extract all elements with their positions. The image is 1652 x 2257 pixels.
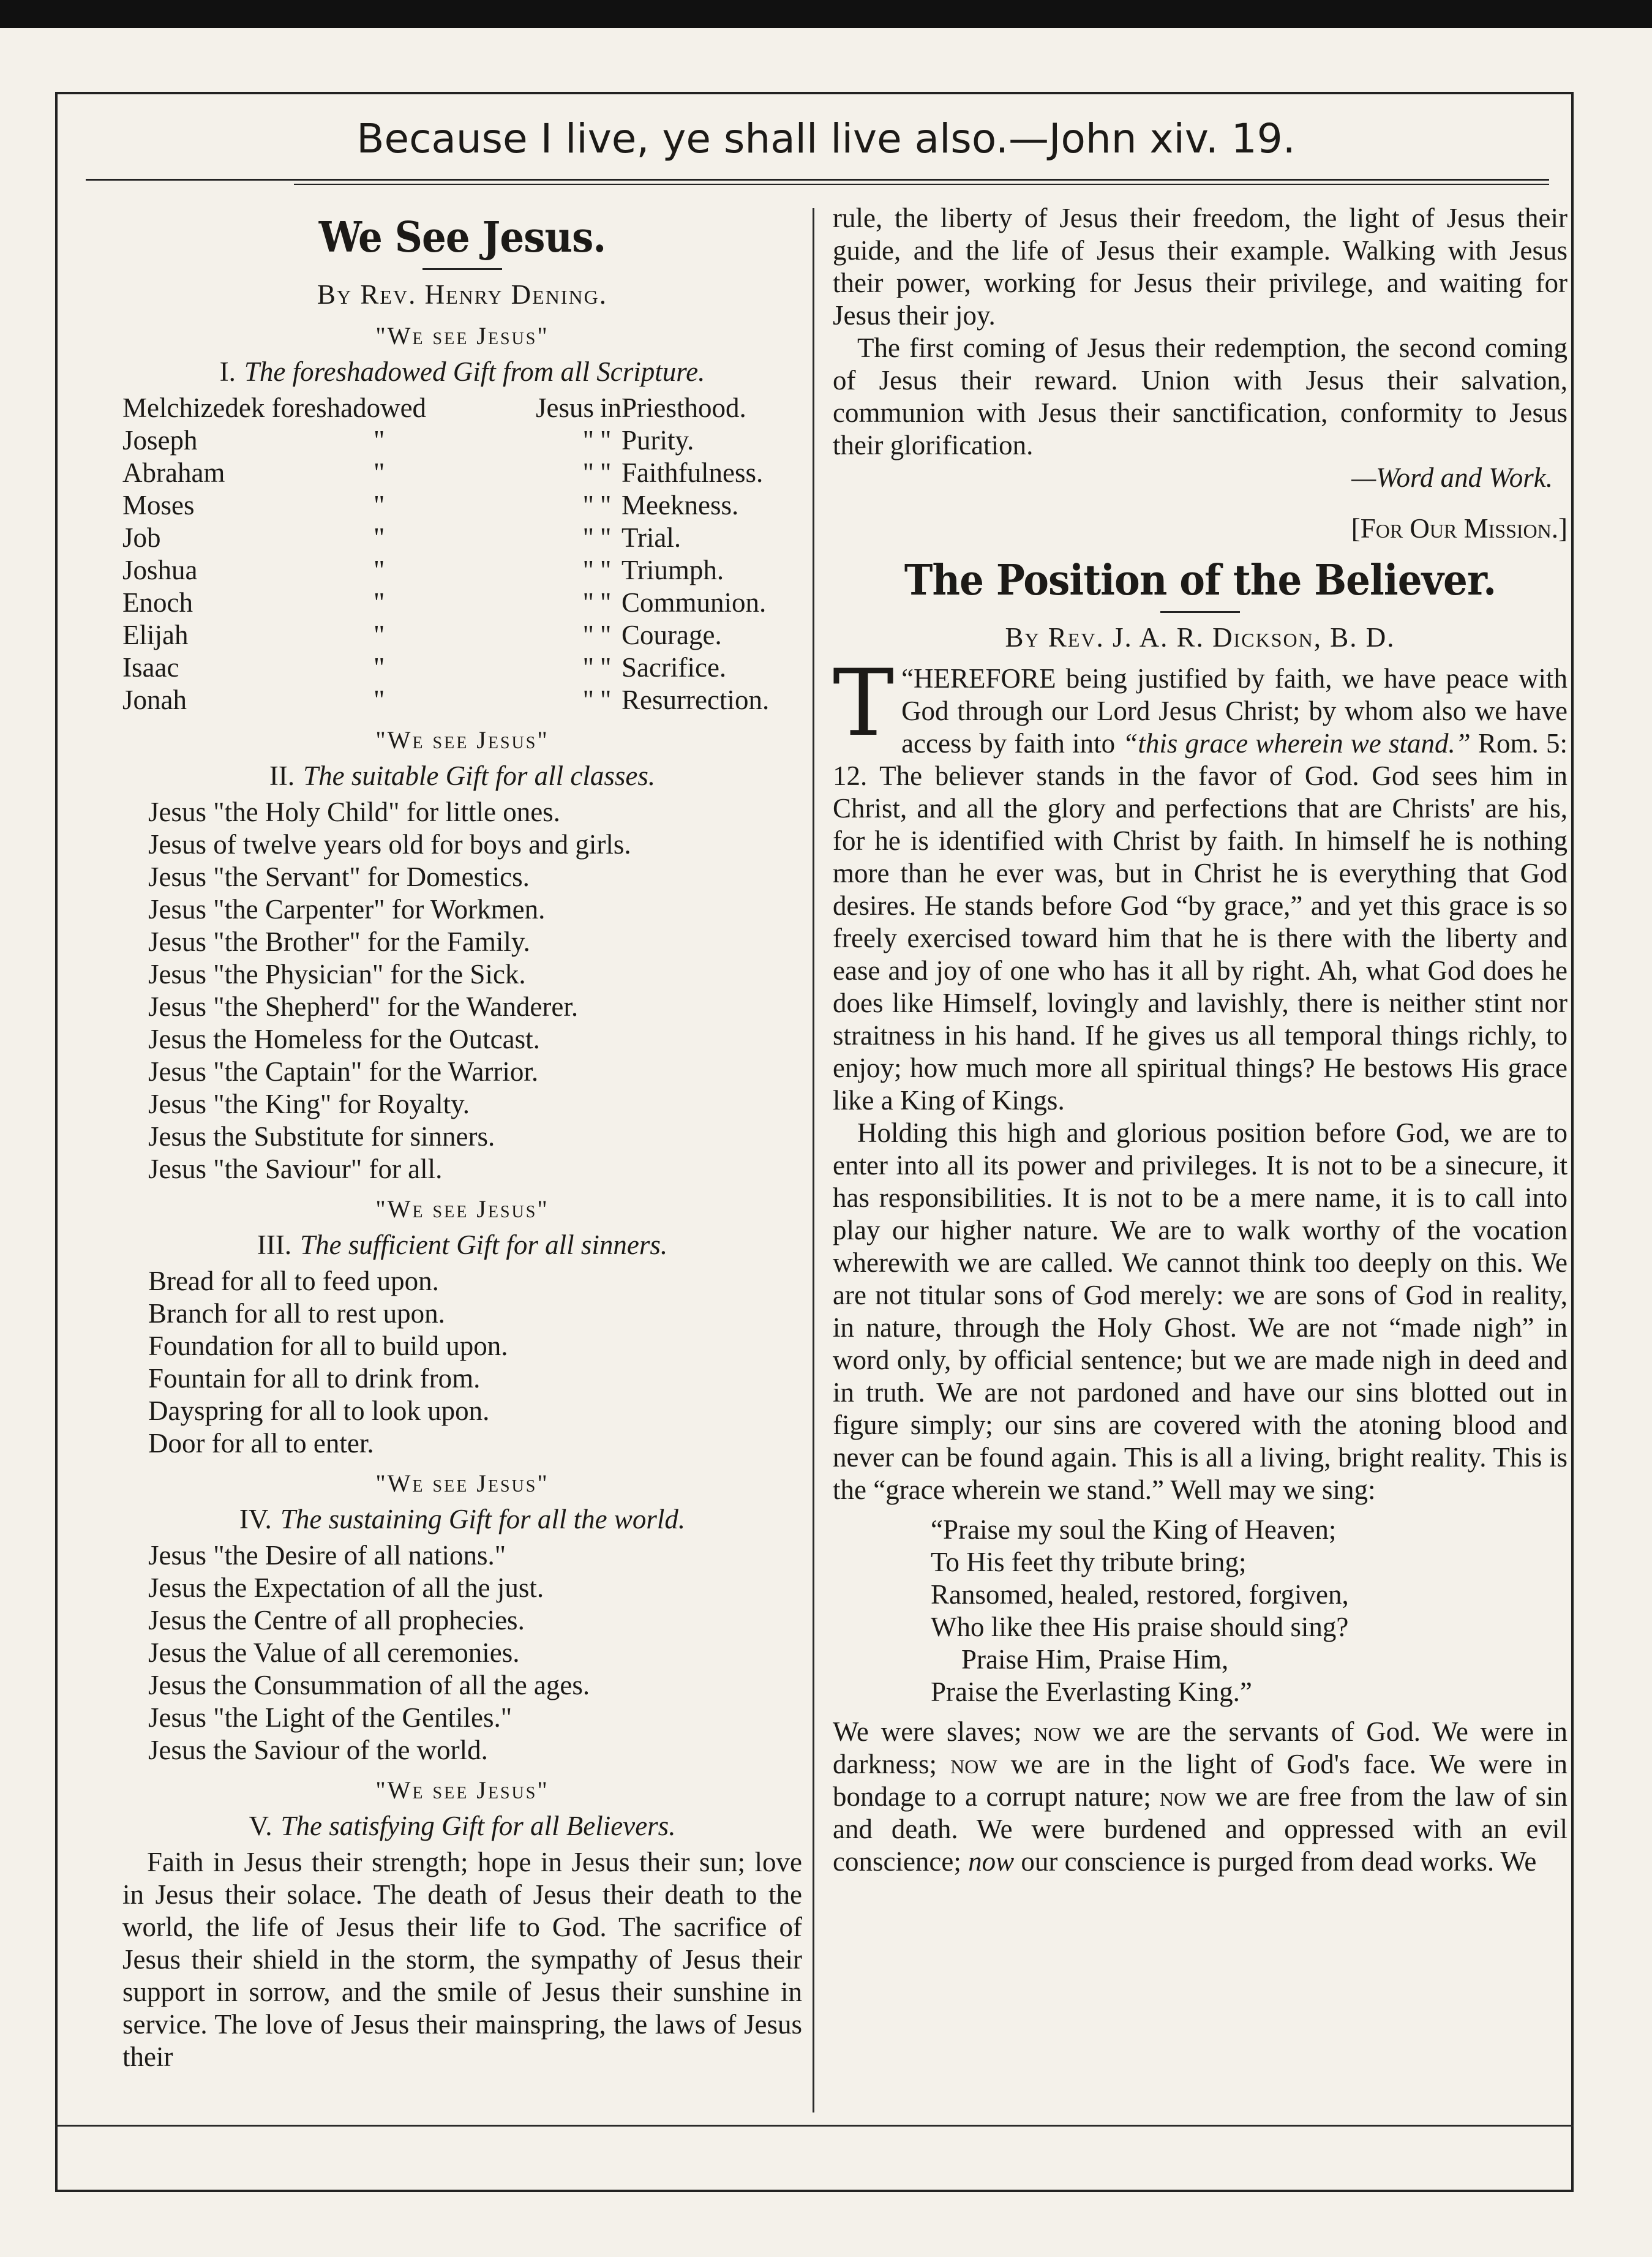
ditto-mark: " — [374, 457, 385, 488]
ditto-mark: " — [374, 587, 385, 618]
hymn-line: Who like thee His praise should sing? — [931, 1612, 1349, 1642]
ditto-mark: " — [582, 652, 594, 683]
page-motto: Because I live, ye shall live also.—John xiv. 19. — [356, 115, 1296, 162]
types-row — [122, 489, 802, 522]
scripture-quote: “this grace wherein we stand.” — [1122, 728, 1471, 759]
list-item: Foundation for all to build upon. — [148, 1331, 508, 1361]
list-item: Jesus the Substitute for sinners. — [148, 1121, 495, 1152]
section-heading-1 — [122, 356, 802, 388]
ditto-mark: " — [582, 587, 594, 618]
paragraph-text: Rom. 5: 12. The believer stands in the favor of God. God sees him in Christ, and all the glory and perfections that are Christs' are his, for he is identified with Christ by faith. In himself he is nothing more than he ever was, but in Christ he is everything that God desires. He stands before God “by grace,” and yet this grace is so freely exercised toward him that he is there with the liberty and ease and joy of one who has it all by right. Ah, what God does he does like Himself, lovingly and lavishly, there is neither stint nor straitness in his hand. If he gives us all temporal things richly, to enjoy; how much more all spiritual things? He bestows His grace like a King of Kings. — [833, 728, 1568, 1116]
for-our-mission-note: [For Our Mission.] — [1351, 513, 1568, 544]
hymn-line: To His feet thy tribute bring; — [931, 1547, 1247, 1577]
article-title-we-see-jesus: We See Jesus. — [318, 213, 606, 262]
hymn-line: “Praise my soul the King of Heaven; — [931, 1514, 1337, 1545]
ditto-mark: " — [374, 620, 385, 650]
section-title: The suitable Gift for all classes. — [303, 760, 656, 791]
type-name: Job — [122, 522, 161, 553]
ditto-mark: " — [600, 555, 612, 585]
section-number: II. — [269, 760, 295, 791]
satisfying-gift-continued: rule, the liberty of Jesus their freedom, the light of Jesus their guide, and the life of Jesus their example. Walking with Jesus their power, working for Jesus their privilege, and waiting for Jesus their joy. — [833, 203, 1568, 331]
type-name: Enoch — [122, 587, 193, 618]
suitable-gift-list — [122, 796, 802, 1185]
ditto-mark: " — [600, 490, 612, 520]
list-item: Fountain for all to drink from. — [148, 1363, 481, 1394]
type-in: in — [600, 392, 622, 423]
types-row — [122, 424, 802, 457]
emphasis-now: now — [968, 1846, 1015, 1877]
list-item: Jesus the Consummation of all the ages. — [148, 1670, 590, 1700]
ditto-mark: " — [600, 620, 612, 650]
types-row — [122, 392, 802, 424]
types-row — [122, 684, 802, 716]
type-name: Moses — [122, 490, 195, 520]
sustaining-gift-list — [122, 1539, 802, 1767]
drop-cap: T — [833, 650, 895, 757]
types-row — [122, 619, 802, 652]
types-row — [122, 587, 802, 619]
type-what: Sacrifice. — [621, 652, 727, 683]
header-rule — [86, 179, 1549, 181]
article-title-position-of-believer: The Position of the Believer. — [904, 556, 1496, 605]
type-what: Communion. — [621, 587, 767, 618]
we-see-jesus-heading: "We see Jesus" — [375, 1776, 549, 1804]
list-item: Jesus the Value of all ceremonies. — [148, 1637, 520, 1668]
type-name: Elijah — [122, 620, 189, 650]
hymn-quote — [931, 1514, 1568, 1708]
type-name: Isaac — [122, 652, 179, 683]
satisfying-gift-paragraph: Faith in Jesus their strength; hope in Jesus their sun; love in Jesus their solace. The death of Jesus their death to the world, the life of Jesus their life to God. The sacrifice of Jesus their shield in the storm, the sympathy of Jesus their support in sorrow, and the smile of Jesus their sunshine in service. The love of Jesus their mainspring, the laws of Jesus their — [122, 1847, 802, 2072]
type-what: Courage. — [621, 620, 722, 650]
type-what: Faithfulness. — [621, 457, 764, 488]
list-item: Jesus "the Desire of all nations." — [148, 1540, 506, 1571]
ditto-mark: " — [582, 555, 594, 585]
list-item: Jesus "the Captain" for the Warrior. — [148, 1056, 539, 1087]
right-column — [833, 202, 1568, 1878]
list-item: Door for all to enter. — [148, 1428, 374, 1459]
types-row — [122, 554, 802, 587]
types-row — [122, 522, 802, 554]
section-title: The foreshadowed Gift from all Scripture. — [244, 356, 705, 387]
title-rule — [1160, 611, 1240, 613]
section-number: IV. — [239, 1504, 272, 1534]
list-item: Dayspring for all to look upon. — [148, 1395, 490, 1426]
section-number: V. — [249, 1811, 272, 1841]
section-number: I. — [219, 356, 236, 387]
emphasis-now: now — [1034, 1716, 1081, 1747]
section-title: The sustaining Gift for all the world. — [280, 1504, 686, 1534]
paragraph-text: we are free from the law of sin and death. We were burdened and oppressed with an evil conscience; — [833, 1781, 1568, 1877]
type-what: Priesthood. — [621, 392, 746, 423]
we-see-jesus-heading: "We see Jesus" — [375, 1195, 549, 1223]
we-see-jesus-heading: "We see Jesus" — [375, 322, 549, 350]
list-item: Branch for all to rest upon. — [148, 1298, 445, 1329]
list-item: Jesus "the Saviour" for all. — [148, 1154, 443, 1184]
ditto-mark: " — [374, 425, 385, 456]
type-what: Meekness. — [621, 490, 739, 520]
paragraph-text: we are in the light of God's face. We were in bondage to a corrupt nature; — [833, 1749, 1568, 1812]
paragraph-text: we are the servants of God. We were in darkness; — [833, 1716, 1568, 1779]
left-column — [122, 202, 802, 2073]
list-item: Jesus "the Shepherd" for the Wanderer. — [148, 991, 579, 1022]
article-byline: By Rev. Henry Dening. — [317, 279, 607, 310]
list-item: Jesus the Centre of all prophecies. — [148, 1605, 525, 1635]
list-item: Jesus "the King" for Royalty. — [148, 1089, 470, 1119]
ditto-mark: " — [600, 457, 612, 488]
list-item: Jesus "the Physician" for the Sick. — [148, 959, 526, 990]
satisfying-gift-coming: The first coming of Jesus their redemption, the second coming of Jesus their reward. Union with Jesus their salvation, communion with Jesus their sanctification, conformity to Jesus their glorification. — [833, 332, 1568, 460]
column-divider — [813, 208, 814, 2112]
list-item: Jesus "the Holy Child" for little ones. — [148, 797, 560, 827]
ditto-mark: " — [374, 490, 385, 520]
section-heading-5 — [122, 1810, 802, 1842]
type-name: Joshua — [122, 555, 198, 585]
header-rule-secondary — [294, 184, 1549, 185]
believer-paragraph-2: Holding this high and glorious position before God, we are to enter into all its power and privileges. It is not to be a sinecure, it has responsibilities. It is not to be a mere name, it is to call into play our higher nature. We are to walk worthy of the vocation wherewith we are called. We cannot think too deeply on this. We are not titular sons of God merely: we are sons of God in reality, in nature, through the Holy Ghost. We are not “made nigh” in word only, by official sentence; but we are made nigh in deed and in truth. We are not pardoned and have our sins blotted out in figure simply; our sins are covered with the atoning blood and never can be found again. This is all a living, bright reality. This is the “grace wherein we stand.” Well may we sing: — [833, 1117, 1568, 1505]
type-name: Jonah — [122, 685, 187, 715]
footer-rule — [55, 2125, 1574, 2127]
ditto-mark: " — [582, 620, 594, 650]
type-what: Triumph. — [621, 555, 724, 585]
we-see-jesus-heading: "We see Jesus" — [375, 726, 549, 754]
list-item: Jesus "the Light of the Gentiles." — [148, 1702, 512, 1733]
type-what: Trial. — [621, 522, 681, 553]
type-jesus: Jesus — [535, 392, 594, 423]
title-rule — [422, 268, 502, 270]
types-table — [122, 392, 802, 716]
ditto-mark: " — [374, 522, 385, 553]
list-item: Jesus the Homeless for the Outcast. — [148, 1024, 540, 1054]
types-row — [122, 652, 802, 684]
ditto-mark: " — [582, 522, 594, 553]
list-item: Jesus the Saviour of the world. — [148, 1735, 488, 1765]
type-name: Melchizedek — [122, 392, 265, 423]
ditto-mark: " — [600, 685, 612, 715]
ditto-mark: " — [600, 587, 612, 618]
list-item: Jesus the Expectation of all the just. — [148, 1572, 544, 1603]
ditto-mark: " — [374, 555, 385, 585]
section-title: The satisfying Gift for all Believers. — [280, 1811, 676, 1841]
paragraph-text: We were slaves; — [833, 1716, 1034, 1747]
ditto-mark: " — [600, 652, 612, 683]
type-what: Purity. — [621, 425, 694, 456]
ditto-mark: " — [600, 425, 612, 456]
type-name: Joseph — [122, 425, 198, 456]
section-title: The sufficient Gift for all sinners. — [300, 1230, 668, 1260]
paragraph-text: our conscience is purged from dead works. We — [1014, 1846, 1537, 1877]
sufficient-gift-list — [122, 1265, 802, 1460]
list-item: Jesus of twelve years old for boys and girls. — [148, 829, 631, 860]
emphasis-now: now — [950, 1749, 997, 1779]
we-see-jesus-heading: "We see Jesus" — [375, 1470, 549, 1497]
section-number: III. — [257, 1230, 292, 1260]
hymn-line: Ransomed, healed, restored, forgiven, — [931, 1579, 1349, 1610]
believer-paragraph-3 — [833, 1716, 1568, 1878]
type-what: Resurrection. — [621, 685, 770, 715]
section-heading-2 — [122, 760, 802, 792]
ditto-mark: " — [582, 685, 594, 715]
type-verb: foreshadowed — [271, 392, 427, 423]
emphasis-now: now — [1160, 1781, 1207, 1812]
hymn-line: Praise the Everlasting King.” — [931, 1677, 1252, 1707]
page-top-edge — [0, 0, 1652, 28]
section-heading-4 — [122, 1503, 802, 1536]
types-row — [122, 457, 802, 489]
list-item: Jesus "the Servant" for Domestics. — [148, 862, 530, 892]
ditto-mark: " — [374, 685, 385, 715]
ditto-mark: " — [582, 425, 594, 456]
believer-paragraph-1 — [833, 650, 1568, 1117]
ditto-mark: " — [582, 457, 594, 488]
ditto-mark: " — [600, 522, 612, 553]
ditto-mark: " — [374, 652, 385, 683]
list-item: Jesus "the Carpenter" for Workmen. — [148, 894, 546, 925]
ditto-mark: " — [582, 490, 594, 520]
list-item: Bread for all to feed upon. — [148, 1266, 439, 1296]
article-byline: By Rev. J. A. R. Dickson, B. D. — [1005, 622, 1395, 653]
section-heading-3 — [122, 1229, 802, 1261]
paragraph-text: HEREFORE being justified by faith, we have peace with God through our Lord Jesus Christ; by whom also we have access by faith into — [901, 663, 1568, 759]
type-name: Abraham — [122, 457, 225, 488]
list-item: Jesus "the Brother" for the Family. — [148, 926, 530, 957]
source-attribution: —Word and Work. — [1351, 462, 1553, 493]
open-quote: “ — [901, 663, 914, 694]
hymn-line: Praise Him, Praise Him, — [961, 1644, 1229, 1675]
